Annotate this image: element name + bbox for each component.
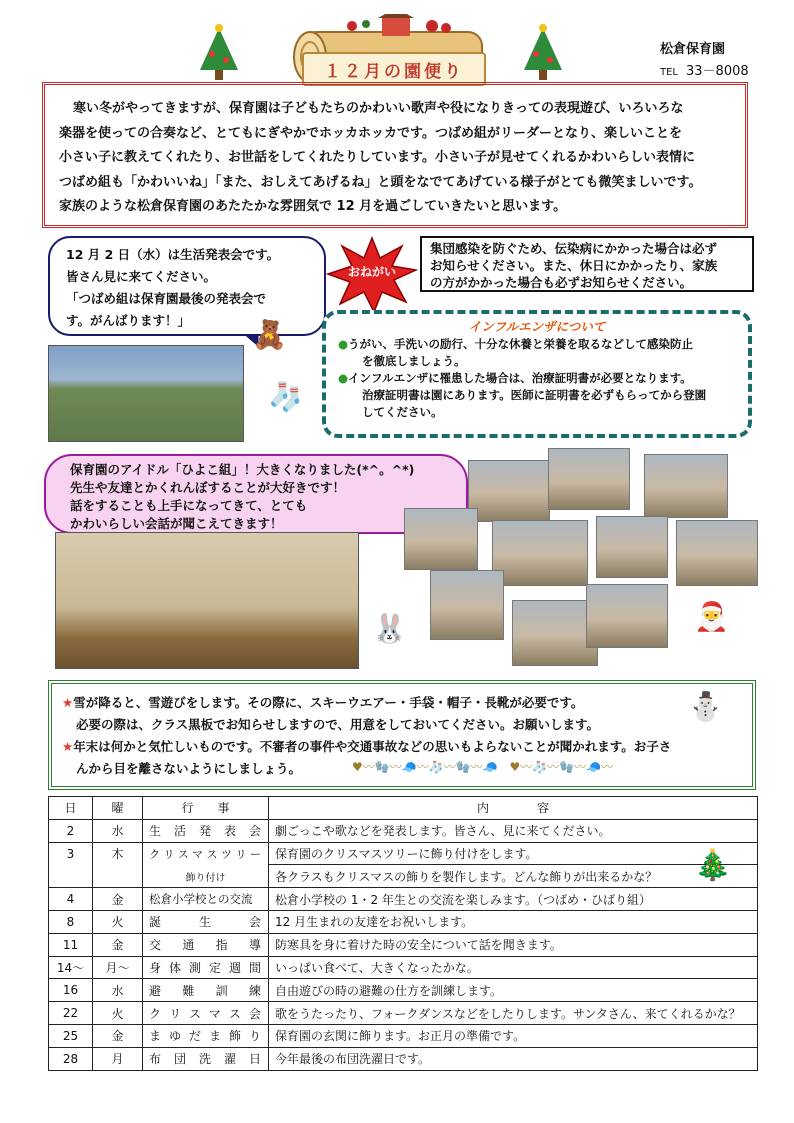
notice-line — [62, 736, 742, 758]
cell-event: まゆだま飾り — [143, 1024, 269, 1047]
child-photo — [586, 584, 668, 648]
newsletter-title: １２月の園便り — [302, 52, 486, 86]
child-photo — [404, 508, 478, 570]
cell-weekday: 月～ — [93, 956, 143, 979]
child-photo — [548, 448, 630, 510]
cell-weekday: 火 — [93, 910, 143, 933]
influenza-title: インフルエンザについて — [468, 319, 606, 334]
bubble-line: 皆さん見に来てください。 — [66, 269, 217, 284]
child-photo — [492, 520, 588, 586]
cell-event: 避難訓練 — [143, 979, 269, 1002]
cell-weekday: 水 — [93, 979, 143, 1002]
cell-content: 保育園のクリスマスツリーに飾り付けをします。 — [269, 842, 758, 865]
intro-line: 家族のような松倉保育園のあたたかな雰囲気で 12 月を過ごしていきたいと思います。 — [59, 199, 567, 214]
header-weekday: 曜 — [93, 797, 143, 820]
cell-day: 2 — [49, 819, 93, 842]
notice-text: 雪が降ると、雪遊びをします。その際に、スキーウエアー・手袋・帽子・長靴が必要です。 — [73, 695, 584, 710]
table-row — [49, 979, 758, 1002]
table-row — [49, 1024, 758, 1047]
cell-day: 25 — [49, 1024, 93, 1047]
hiyoko-line: 話をすることも上手になってきて、とても — [70, 498, 308, 513]
cell-event: 身体測定週間 — [143, 956, 269, 979]
notice-text: 必要の際は、クラス黒板でお知らせしますので、用意をしておいてください。お願いします。 — [76, 717, 600, 732]
influenza-bullet — [338, 370, 736, 387]
cell-weekday: 火 — [93, 1002, 143, 1025]
cell-day: 16 — [49, 979, 93, 1002]
table-row — [49, 819, 758, 842]
cell-content: 12 月生まれの友達をお祝いします。 — [269, 910, 758, 933]
cell-day: 8 — [49, 910, 93, 933]
bullet-dot-icon: ● — [338, 371, 349, 385]
cell-content: 劇ごっこや歌などを発表します。皆さん、見に来てください。 — [269, 819, 758, 842]
cell-weekday: 月 — [93, 1047, 143, 1070]
onegai-badge — [326, 236, 418, 314]
cell-day: 22 — [49, 1002, 93, 1025]
header-day: 日 — [49, 797, 93, 820]
intro-line: 小さい子に教えてくれたり、お世話をしてくれたりしています。小さい子が見せてくれるかわいらしい表情に — [59, 150, 695, 165]
child-photo — [676, 520, 758, 586]
intro-message — [42, 82, 748, 228]
cell-content: 防寒具を身に着けた時の安全について話を聞きます。 — [269, 933, 758, 956]
snowman-icon: ⛄ — [688, 690, 723, 723]
influenza-notice — [322, 310, 752, 438]
children-christmas-tree-icon: 🎄 — [694, 848, 732, 883]
notice-text: 年末は何かと気忙しいものです。不審者の事件や交通事故などの思いもよらないことが聞かれます。お子さ — [73, 739, 672, 754]
cell-event: 飾り付け — [143, 865, 269, 888]
cell-content: 松倉小学校の 1・2 年生との交流を楽しみます。（つばめ・ひばり組） — [269, 888, 758, 911]
bullet-text: うがい、手洗いの励行、十分な休養と栄養を取るなどして感染防止 — [348, 337, 694, 351]
child-photo — [430, 570, 504, 640]
cell-day — [49, 865, 93, 888]
hiyoko-line: 保育園のアイドル「ひよこ組」！大きくなりました(*^。^*) — [70, 462, 415, 477]
bullet-text: してください。 — [362, 405, 443, 419]
tsubame-class-photo — [48, 345, 244, 442]
garland-decoration: ♥〰🧤〰🧢〰🧦〰🧤〰🧢 ♥〰🧦〰🧤〰🧢〰 — [352, 760, 614, 774]
onegai-label: おねがい — [347, 265, 397, 279]
cell-content: 歌をうたったり、フォークダンスなどをしたりします。サンタさん、来てくれるかな？ — [269, 1002, 758, 1025]
table-row — [49, 956, 758, 979]
intro-line: 楽器を使っての合奏など、とてもにぎやかでホッカホッカです。つばめ組がリーダーとなり、楽しいことを — [59, 125, 682, 141]
cell-weekday — [93, 865, 143, 888]
table-row — [49, 888, 758, 911]
rabbit-mascot-icon: 🐰 — [372, 612, 407, 645]
table-header-row — [49, 797, 758, 820]
cell-event: 布団洗濯日 — [143, 1047, 269, 1070]
bullet-dot-icon: ● — [338, 337, 349, 351]
christmas-tree-icon — [196, 24, 242, 86]
notice-text: んから目を離さないようにしましょう。 — [76, 761, 302, 776]
tel-number: 33－8008 — [686, 64, 749, 79]
christmas-stockings-icon: 🧦 — [268, 380, 303, 413]
cell-content: 各クラスもクリスマスの飾りを製作します。どんな飾りが出来るかな？ — [269, 865, 758, 888]
hiyoko-line: 先生や友達とかくれんぼすることが大好きです！ — [70, 480, 346, 495]
star-icon: ★ — [62, 695, 74, 710]
schedule-table — [48, 796, 758, 1071]
request-line: お知らせください。また、休日にかかったり、家族 — [430, 258, 718, 273]
cell-content: いっぱい食べて、大きくなったかな。 — [269, 956, 758, 979]
notice-line — [62, 692, 742, 714]
cell-content: 保育園の玄関に飾ります。お正月の準備です。 — [269, 1024, 758, 1047]
phone-number — [660, 60, 749, 79]
table-row — [49, 842, 758, 865]
bullet-text: 治療証明書は園にあります。医師に証明書を必ずもらってから登園 — [362, 388, 707, 402]
hiyoko-line: かわいらしい会話が聞こえてきます！ — [70, 516, 283, 531]
star-icon: ★ — [62, 739, 74, 754]
cell-weekday: 木 — [93, 842, 143, 865]
table-row — [49, 865, 758, 888]
cell-weekday: 金 — [93, 1024, 143, 1047]
tel-label: TEL — [660, 67, 678, 78]
header-content: 内 容 — [269, 797, 758, 820]
cell-content: 今年最後の布団洗濯日です。 — [269, 1047, 758, 1070]
table-row — [49, 933, 758, 956]
child-photo — [468, 460, 550, 522]
table-row — [49, 1047, 758, 1070]
cell-content: 自由遊びの時の避難の仕方を訓練します。 — [269, 979, 758, 1002]
influenza-bullet — [338, 336, 736, 353]
christmas-tree-icon — [520, 24, 566, 86]
cell-event: 交通指導 — [143, 933, 269, 956]
header-event: 行 事 — [143, 797, 269, 820]
request-line: 集団感染を防ぐため、伝染病にかかった場合は必ず — [430, 241, 718, 256]
cell-event: クリスマス会 — [143, 1002, 269, 1025]
cell-event: 生活発表会 — [143, 819, 269, 842]
table-row — [49, 1002, 758, 1025]
cell-event: クリスマスツリー — [143, 842, 269, 865]
cell-event: 誕生会 — [143, 910, 269, 933]
cell-day: 11 — [49, 933, 93, 956]
request-line: の方がかかった場合も必ずお知らせください。 — [430, 275, 693, 290]
child-photo — [644, 454, 728, 518]
table-row — [49, 910, 758, 933]
cell-weekday: 水 — [93, 819, 143, 842]
child-photo — [596, 516, 668, 578]
intro-line: 寒い冬がやってきますが、保育園は子どもたちのかわいい歌声や役になりきっての表現遊び、いろいろな — [73, 101, 684, 116]
infection-request-box — [420, 236, 754, 292]
cell-event: 松倉小学校との交流 — [143, 888, 269, 911]
santa-icon: 🎅 — [694, 600, 729, 633]
bubble-line: 「つばめ組は保育園最後の発表会で — [66, 291, 267, 306]
cell-day: 14～ — [49, 956, 93, 979]
school-name: 松倉保育園 — [660, 42, 726, 57]
bubble-line: す。がんばります！」 — [66, 313, 191, 328]
bear-mascot-icon: 🧸 — [252, 318, 287, 351]
hiyoko-class-photo — [55, 532, 359, 669]
intro-line: つばめ組も「かわいいね」「また、おしえてあげるね」と頭をなでてあげている様子がとても微笑ましいです。 — [59, 174, 702, 190]
cell-day: 3 — [49, 842, 93, 865]
cell-day: 4 — [49, 888, 93, 911]
bubble-line: 12 月 2 日（水）は生活発表会です。 — [66, 247, 280, 262]
bullet-text: インフルエンザに罹患した場合は、治療証明書が必要となります。 — [348, 371, 692, 385]
cell-weekday: 金 — [93, 888, 143, 911]
cell-weekday: 金 — [93, 933, 143, 956]
cell-day: 28 — [49, 1047, 93, 1070]
bullet-text: を徹底しましょう。 — [362, 354, 466, 368]
